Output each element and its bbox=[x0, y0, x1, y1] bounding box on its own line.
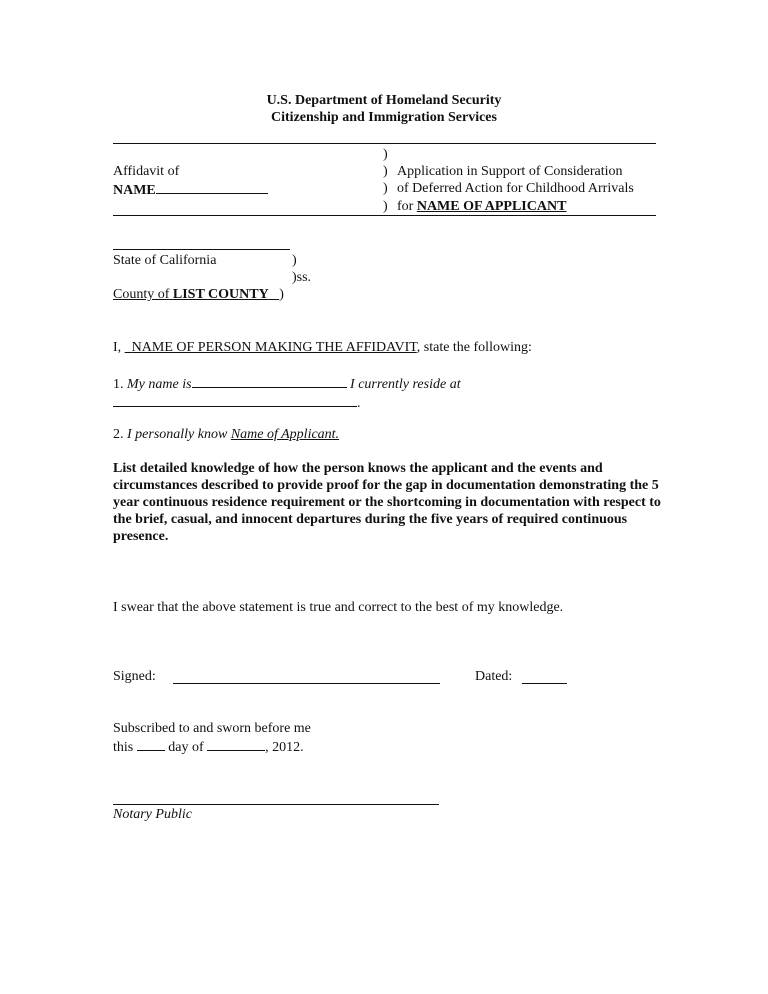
caption-bottom-rule bbox=[113, 215, 656, 216]
statement-intro bbox=[113, 339, 532, 356]
application-line-2: of Deferred Action for Childhood Arrivals bbox=[397, 181, 634, 196]
county-name-field[interactable]: LIST COUNTY bbox=[172, 287, 269, 302]
applicant-name-field[interactable]: NAME OF APPLICANT bbox=[416, 199, 567, 214]
address-blank[interactable] bbox=[113, 393, 357, 407]
oath-statement: I swear that the above statement is true and correct to the best of my knowledge. bbox=[113, 600, 564, 615]
caption-top-rule bbox=[113, 143, 656, 144]
affiant-full-name-field[interactable]: NAME OF PERSON MAKING THE AFFIDAVIT bbox=[131, 340, 417, 355]
jurat-line-1: Subscribed to and sworn before me bbox=[113, 721, 311, 736]
item-1-reside: I currently reside at bbox=[350, 377, 461, 392]
day-blank[interactable] bbox=[137, 737, 165, 751]
county-paren: ) bbox=[279, 287, 284, 302]
venue-paren-1: ) bbox=[292, 253, 297, 268]
state-label: State of California bbox=[113, 253, 217, 268]
affiant-name-field[interactable] bbox=[113, 180, 268, 199]
application-line-1: Application in Support of Consideration bbox=[397, 164, 623, 179]
state-following: , state the following: bbox=[416, 340, 532, 355]
caption-paren-1: ) bbox=[383, 147, 388, 162]
notary-signature-line[interactable] bbox=[113, 804, 439, 805]
address-line bbox=[113, 393, 361, 412]
instructions-paragraph: List detailed knowledge of how the person knows the applicant and the events and circumstances described to provide proof for the gap in documentation demonstrating the 5 year continuous residence requirement or the shortcoming in documentation with respect to the brief, casual, and innocent departures during the five years of required continuous presence. bbox=[113, 461, 661, 544]
county-line bbox=[113, 286, 284, 303]
i-prefix: I, bbox=[113, 340, 122, 355]
header-agency: U.S. Department of Homeland Security bbox=[266, 93, 502, 108]
address-period: . bbox=[357, 396, 361, 411]
notary-label: Notary Public bbox=[113, 807, 192, 822]
venue-ss: )ss. bbox=[292, 270, 312, 285]
venue-top-rule bbox=[113, 249, 290, 250]
item-2-text: I personally know bbox=[127, 427, 228, 442]
signature-line[interactable] bbox=[173, 683, 440, 684]
my-name-blank[interactable] bbox=[192, 374, 347, 388]
jurat-day-of: day of bbox=[168, 740, 204, 755]
jurat-line-2 bbox=[113, 737, 304, 756]
applicant-known-field[interactable]: Name of Applicant. bbox=[230, 427, 340, 442]
affiant-name-blank bbox=[156, 180, 268, 194]
jurat-this: this bbox=[113, 740, 134, 755]
caption-paren-4: ) bbox=[383, 199, 388, 214]
signed-label: Signed: bbox=[113, 669, 156, 684]
dated-label: Dated: bbox=[475, 669, 513, 684]
item-1-number: 1. bbox=[113, 377, 124, 392]
affiant-name-label: NAME bbox=[113, 183, 156, 198]
item-2 bbox=[113, 426, 339, 443]
affidavit-of-label: Affidavit of bbox=[113, 164, 180, 179]
item-1 bbox=[113, 374, 461, 393]
application-line-3 bbox=[397, 198, 566, 215]
month-blank[interactable] bbox=[207, 737, 265, 751]
header-service: Citizenship and Immigration Services bbox=[271, 110, 497, 125]
date-line[interactable] bbox=[522, 683, 567, 684]
caption-paren-3: ) bbox=[383, 181, 388, 196]
county-prefix: County of bbox=[113, 287, 170, 302]
jurat-year: , 2012. bbox=[265, 740, 304, 755]
item-2-number: 2. bbox=[113, 427, 124, 442]
for-label: for bbox=[397, 199, 414, 214]
item-1-text: My name is bbox=[127, 377, 192, 392]
caption-paren-2: ) bbox=[383, 164, 388, 179]
